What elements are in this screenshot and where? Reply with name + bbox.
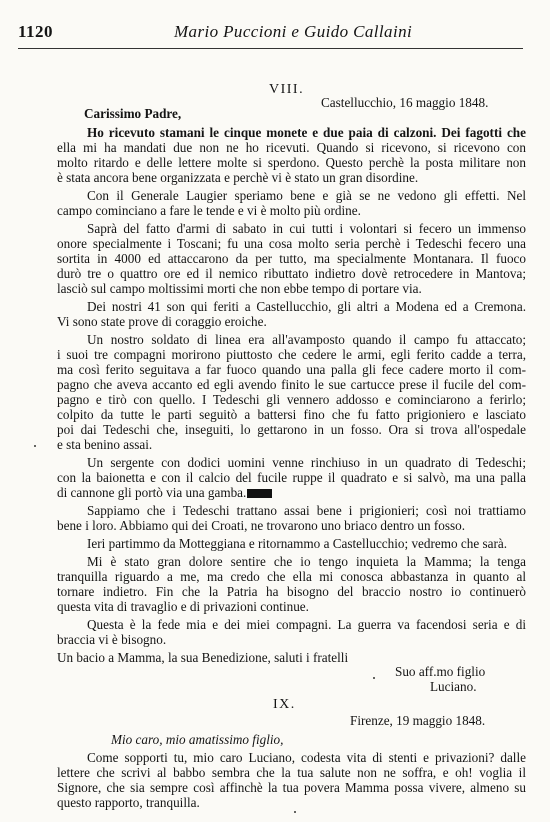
- text-line: questo rapporto, tranquilla.: [57, 795, 200, 810]
- text-line: Mi è stato gran dolore sentire che io tengo inquieta la Mamma; la tenga: [87, 554, 526, 569]
- text-line: Dei nostri 41 son qui feriti a Castellucchio, gli altri a Modena ed a Cremona.: [87, 299, 526, 314]
- text-line: Come sopporti tu, mio caro Luciano, codesta vita di stenti e privazioni? dalle: [87, 750, 526, 765]
- text-line: Questa è la fede mia e dei miei compagni. La guerra va facendosi seria e di: [87, 617, 526, 632]
- dateline: Firenze, 19 maggio 1848.: [350, 713, 486, 728]
- text-line: questa vita di travaglio e di privazioni continue.: [57, 599, 309, 614]
- text-line: onore specialmente i Toscani; fu una cosa molto seria perchè i Tedeschi fecero una: [57, 236, 526, 251]
- signature: Luciano.: [430, 679, 477, 694]
- letter-number: VIII.: [269, 82, 305, 97]
- text-line: e sta benino assai.: [57, 437, 153, 452]
- text-line: Signore, che sia sempre così affinchè la tua povera Mamma possa vivere, almeno su: [57, 780, 526, 795]
- text-line: durò tre o quattro ore ed il nemico ributtato indietro dovè retrocedere in Mantova;: [57, 266, 526, 281]
- text-line: Ieri partimmo da Motteggiana e ritornammo a Castellucchio; vedremo che sarà.: [87, 536, 508, 551]
- text-line: braccia vi è bisogno.: [57, 632, 167, 647]
- text-line: Un sergente con dodici uomini venne rinchiuso in un quadrato di Tedeschi;: [87, 455, 526, 470]
- dateline: Castellucchio, 16 maggio 1848.: [321, 95, 489, 110]
- text-line: poi dai Tedeschi che, inseguiti, lo gettarono in un fosso. Ora si trova all'ospedale: [57, 422, 526, 437]
- print-speck: [294, 811, 296, 813]
- text-line: ella mi ha mandati due non ne ho ricevuti. Quando si ricevono, si ricevono con: [57, 140, 526, 155]
- text-line: i suoi tre compagni morirono piuttosto che cedere le armi, egli ferito cadde a terra,: [57, 347, 526, 362]
- text-line: Un bacio a Mamma, la sua Benedizione, saluti i fratelli: [57, 650, 349, 665]
- closing: Suo aff.mo figlio: [395, 664, 486, 679]
- text-line: ma così ferito seguitava a far fuoco quando una palla gli fece cadere morto il com-: [57, 362, 526, 377]
- text-line: bene i loro. Abbiamo qui dei Croati, ne trovarono uno briaco dentro un fosso.: [57, 518, 465, 533]
- text-line: colpito da tutte le parti seguitò a battersi fino che fu fatto prigioniero e lasciato: [57, 407, 526, 422]
- print-speck: [34, 445, 36, 447]
- text-line: sortita in 4000 ed attaccarono da per tutto, ma specialmente Montanara. Il fuoco: [57, 251, 526, 266]
- text-line: Vi sono state prove di coraggio eroiche.: [57, 314, 267, 329]
- text-line: Ho ricevuto stamani le cinque monete e due paia di calzoni. Dei fagotti che: [87, 125, 526, 140]
- text-line: lettere che scrivi al babbo sembra che la tua salute non ne soffra, e oh! voglia il: [57, 765, 526, 780]
- text-line: molto ritardo e delle lettere molte si sperdono. Questo perchè la posta militare non: [57, 155, 526, 170]
- text-line: campo cominciano a fare le tende e vi è molto più ordine.: [57, 203, 361, 218]
- text-line: con la baionetta e con il calcio del fucile ruppe il quadrato e si salvò, ma una palla: [57, 470, 526, 485]
- text-line: Con il Generale Laugier speriamo bene e già se ne vedono gli effetti. Nel: [87, 188, 526, 203]
- text-line-content: di cannone gli portò via una gamba.: [57, 485, 247, 500]
- text-line: Un nostro soldato di linea era all'avamposto quando il campo fu attaccato;: [87, 332, 526, 347]
- letter-number: IX.: [273, 697, 296, 712]
- salutation: Carissimo Padre,: [84, 106, 182, 121]
- redaction-block: [247, 489, 272, 498]
- text-line: Sappiamo che i Tedeschi trattano assai bene i prigionieri; così noi trattiamo: [87, 503, 526, 518]
- running-title: Mario Puccioni e Guido Callaini: [174, 22, 413, 41]
- text-line: è stata ancora bene organizzata e perchè vi è stato un gran disordine.: [57, 170, 419, 185]
- text-line: [57, 485, 272, 501]
- text-line: lasciò sul campo moltissimi morti che non ebbe tempo di portare via.: [57, 281, 422, 296]
- text-line: tranquilla riguardo a me, ma credo che ella mi conosca abbastanza in quanto al: [57, 569, 526, 584]
- text-line: Saprà del fatto d'armi di sabato in cui tutti i volontari si fecero un immenso: [87, 221, 526, 236]
- salutation: Mio caro, mio amatissimo figlio,: [111, 732, 284, 747]
- running-header: [18, 22, 523, 49]
- text-line: pagno che aveva accanto ed egli avendo finito le sue cartucce prese il fucile del com-: [57, 377, 526, 392]
- print-speck: [373, 677, 375, 679]
- page-number: 1120: [18, 22, 54, 41]
- text-line: pagno e tirò con quello. I Tedeschi gli vennero addosso e cominciarono a ferirlo;: [57, 392, 526, 407]
- text-line: tornare indietro. Fin che la Patria ha bisogno del braccio nostro io continuerò: [57, 584, 526, 599]
